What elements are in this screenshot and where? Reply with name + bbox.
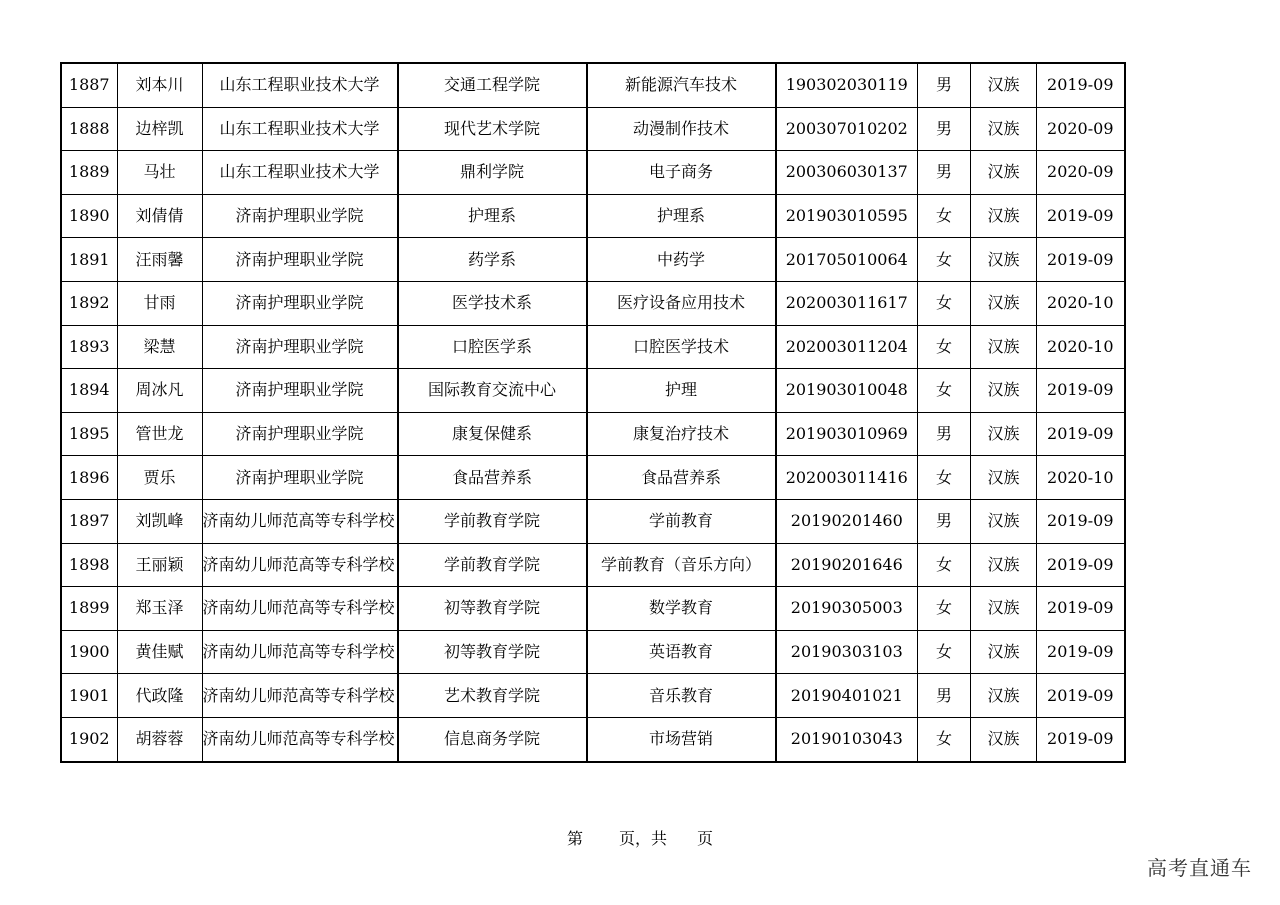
cell-gender: 女 bbox=[918, 369, 971, 413]
cell-name: 马壮 bbox=[117, 151, 202, 195]
cell-gender: 女 bbox=[918, 630, 971, 674]
cell-major: 学前教育（音乐方向） bbox=[587, 543, 776, 587]
table-row bbox=[61, 412, 1125, 456]
cell-major: 电子商务 bbox=[587, 151, 776, 195]
cell-student-id: 201903010048 bbox=[776, 369, 918, 413]
cell-no: 1896 bbox=[61, 456, 117, 500]
cell-enroll: 2020-09 bbox=[1037, 107, 1125, 151]
cell-college: 康复保健系 bbox=[398, 412, 587, 456]
table-row bbox=[61, 63, 1125, 107]
cell-college: 学前教育学院 bbox=[398, 543, 587, 587]
cell-no: 1887 bbox=[61, 63, 117, 107]
cell-gender: 女 bbox=[918, 325, 971, 369]
cell-school: 济南护理职业学院 bbox=[202, 456, 398, 500]
cell-school: 济南幼儿师范高等专科学校 bbox=[202, 587, 398, 631]
cell-enroll: 2020-10 bbox=[1037, 281, 1125, 325]
cell-college: 国际教育交流中心 bbox=[398, 369, 587, 413]
cell-no: 1899 bbox=[61, 587, 117, 631]
cell-major: 口腔医学技术 bbox=[587, 325, 776, 369]
cell-college: 鼎利学院 bbox=[398, 151, 587, 195]
cell-enroll: 2019-09 bbox=[1037, 543, 1125, 587]
cell-major: 数学教育 bbox=[587, 587, 776, 631]
cell-name: 梁慧 bbox=[117, 325, 202, 369]
cell-school: 济南幼儿师范高等专科学校 bbox=[202, 717, 398, 761]
cell-no: 1897 bbox=[61, 499, 117, 543]
student-roster-table bbox=[60, 62, 1126, 763]
cell-school: 济南幼儿师范高等专科学校 bbox=[202, 543, 398, 587]
table-row bbox=[61, 499, 1125, 543]
cell-name: 代政隆 bbox=[117, 674, 202, 718]
cell-student-id: 201903010969 bbox=[776, 412, 918, 456]
cell-student-id: 20190401021 bbox=[776, 674, 918, 718]
cell-name: 黄佳赋 bbox=[117, 630, 202, 674]
cell-gender: 男 bbox=[918, 151, 971, 195]
cell-gender: 男 bbox=[918, 63, 971, 107]
table-row bbox=[61, 456, 1125, 500]
cell-no: 1900 bbox=[61, 630, 117, 674]
page-middle: 页，共 bbox=[618, 829, 667, 848]
table-row bbox=[61, 587, 1125, 631]
cell-ethnicity: 汉族 bbox=[971, 107, 1037, 151]
cell-gender: 女 bbox=[918, 456, 971, 500]
cell-no: 1888 bbox=[61, 107, 117, 151]
cell-enroll: 2019-09 bbox=[1037, 630, 1125, 674]
cell-ethnicity: 汉族 bbox=[971, 63, 1037, 107]
cell-name: 刘本川 bbox=[117, 63, 202, 107]
cell-enroll: 2020-09 bbox=[1037, 151, 1125, 195]
cell-ethnicity: 汉族 bbox=[971, 543, 1037, 587]
cell-student-id: 202003011617 bbox=[776, 281, 918, 325]
cell-student-id: 201705010064 bbox=[776, 238, 918, 282]
cell-enroll: 2019-09 bbox=[1037, 194, 1125, 238]
cell-ethnicity: 汉族 bbox=[971, 630, 1037, 674]
cell-major: 护理 bbox=[587, 369, 776, 413]
cell-student-id: 20190201460 bbox=[776, 499, 918, 543]
cell-ethnicity: 汉族 bbox=[971, 456, 1037, 500]
cell-name: 胡蓉蓉 bbox=[117, 717, 202, 761]
cell-student-id: 201903010595 bbox=[776, 194, 918, 238]
table-row bbox=[61, 369, 1125, 413]
cell-gender: 男 bbox=[918, 107, 971, 151]
cell-school: 山东工程职业技术大学 bbox=[202, 63, 398, 107]
cell-gender: 女 bbox=[918, 281, 971, 325]
cell-name: 贾乐 bbox=[117, 456, 202, 500]
watermark: 高考直通车 bbox=[1147, 856, 1252, 880]
table-row bbox=[61, 238, 1125, 282]
page-prefix: 第 bbox=[566, 829, 583, 848]
cell-ethnicity: 汉族 bbox=[971, 281, 1037, 325]
cell-no: 1898 bbox=[61, 543, 117, 587]
cell-enroll: 2019-09 bbox=[1037, 717, 1125, 761]
cell-major: 学前教育 bbox=[587, 499, 776, 543]
cell-college: 交通工程学院 bbox=[398, 63, 587, 107]
table-row bbox=[61, 194, 1125, 238]
table-row bbox=[61, 674, 1125, 718]
table-row bbox=[61, 151, 1125, 195]
cell-school: 济南幼儿师范高等专科学校 bbox=[202, 630, 398, 674]
roster-body bbox=[61, 63, 1125, 762]
cell-name: 甘雨 bbox=[117, 281, 202, 325]
cell-gender: 女 bbox=[918, 587, 971, 631]
cell-student-id: 202003011204 bbox=[776, 325, 918, 369]
cell-no: 1902 bbox=[61, 717, 117, 761]
cell-name: 刘倩倩 bbox=[117, 194, 202, 238]
table-row bbox=[61, 107, 1125, 151]
cell-school: 济南护理职业学院 bbox=[202, 325, 398, 369]
cell-ethnicity: 汉族 bbox=[971, 499, 1037, 543]
cell-student-id: 200306030137 bbox=[776, 151, 918, 195]
page-footer bbox=[0, 826, 1280, 849]
cell-no: 1893 bbox=[61, 325, 117, 369]
cell-college: 艺术教育学院 bbox=[398, 674, 587, 718]
cell-gender: 女 bbox=[918, 543, 971, 587]
cell-college: 口腔医学系 bbox=[398, 325, 587, 369]
cell-major: 康复治疗技术 bbox=[587, 412, 776, 456]
cell-ethnicity: 汉族 bbox=[971, 369, 1037, 413]
cell-ethnicity: 汉族 bbox=[971, 674, 1037, 718]
cell-name: 刘凯峰 bbox=[117, 499, 202, 543]
cell-college: 护理系 bbox=[398, 194, 587, 238]
cell-college: 信息商务学院 bbox=[398, 717, 587, 761]
cell-college: 学前教育学院 bbox=[398, 499, 587, 543]
cell-school: 济南护理职业学院 bbox=[202, 369, 398, 413]
table-row bbox=[61, 717, 1125, 761]
cell-college: 医学技术系 bbox=[398, 281, 587, 325]
cell-name: 汪雨馨 bbox=[117, 238, 202, 282]
cell-name: 管世龙 bbox=[117, 412, 202, 456]
cell-major: 食品营养系 bbox=[587, 456, 776, 500]
cell-school: 济南幼儿师范高等专科学校 bbox=[202, 499, 398, 543]
cell-major: 市场营销 bbox=[587, 717, 776, 761]
cell-no: 1889 bbox=[61, 151, 117, 195]
cell-major: 护理系 bbox=[587, 194, 776, 238]
cell-student-id: 190302030119 bbox=[776, 63, 918, 107]
cell-name: 郑玉泽 bbox=[117, 587, 202, 631]
cell-ethnicity: 汉族 bbox=[971, 717, 1037, 761]
cell-school: 济南幼儿师范高等专科学校 bbox=[202, 674, 398, 718]
cell-college: 初等教育学院 bbox=[398, 587, 587, 631]
cell-no: 1894 bbox=[61, 369, 117, 413]
cell-enroll: 2019-09 bbox=[1037, 63, 1125, 107]
cell-gender: 女 bbox=[918, 194, 971, 238]
cell-no: 1891 bbox=[61, 238, 117, 282]
page-suffix: 页 bbox=[697, 829, 714, 848]
cell-student-id: 202003011416 bbox=[776, 456, 918, 500]
cell-gender: 女 bbox=[918, 717, 971, 761]
cell-ethnicity: 汉族 bbox=[971, 325, 1037, 369]
cell-ethnicity: 汉族 bbox=[971, 151, 1037, 195]
cell-school: 济南护理职业学院 bbox=[202, 412, 398, 456]
cell-college: 初等教育学院 bbox=[398, 630, 587, 674]
cell-college: 食品营养系 bbox=[398, 456, 587, 500]
table-row bbox=[61, 281, 1125, 325]
cell-no: 1895 bbox=[61, 412, 117, 456]
cell-gender: 男 bbox=[918, 674, 971, 718]
cell-no: 1890 bbox=[61, 194, 117, 238]
cell-enroll: 2019-09 bbox=[1037, 412, 1125, 456]
cell-student-id: 200307010202 bbox=[776, 107, 918, 151]
cell-student-id: 20190303103 bbox=[776, 630, 918, 674]
cell-enroll: 2019-09 bbox=[1037, 499, 1125, 543]
cell-name: 王丽颖 bbox=[117, 543, 202, 587]
cell-student-id: 20190305003 bbox=[776, 587, 918, 631]
cell-school: 山东工程职业技术大学 bbox=[202, 107, 398, 151]
cell-college: 现代艺术学院 bbox=[398, 107, 587, 151]
cell-name: 边梓凯 bbox=[117, 107, 202, 151]
cell-major: 英语教育 bbox=[587, 630, 776, 674]
cell-student-id: 20190201646 bbox=[776, 543, 918, 587]
cell-school: 济南护理职业学院 bbox=[202, 238, 398, 282]
cell-enroll: 2019-09 bbox=[1037, 369, 1125, 413]
cell-gender: 男 bbox=[918, 499, 971, 543]
cell-school: 济南护理职业学院 bbox=[202, 281, 398, 325]
cell-major: 医疗设备应用技术 bbox=[587, 281, 776, 325]
cell-school: 山东工程职业技术大学 bbox=[202, 151, 398, 195]
table-row bbox=[61, 543, 1125, 587]
table-row bbox=[61, 325, 1125, 369]
cell-major: 动漫制作技术 bbox=[587, 107, 776, 151]
cell-enroll: 2020-10 bbox=[1037, 325, 1125, 369]
cell-gender: 男 bbox=[918, 412, 971, 456]
cell-no: 1892 bbox=[61, 281, 117, 325]
cell-name: 周冰凡 bbox=[117, 369, 202, 413]
cell-major: 音乐教育 bbox=[587, 674, 776, 718]
cell-enroll: 2019-09 bbox=[1037, 238, 1125, 282]
cell-enroll: 2019-09 bbox=[1037, 587, 1125, 631]
cell-no: 1901 bbox=[61, 674, 117, 718]
cell-school: 济南护理职业学院 bbox=[202, 194, 398, 238]
cell-college: 药学系 bbox=[398, 238, 587, 282]
cell-ethnicity: 汉族 bbox=[971, 587, 1037, 631]
table-row bbox=[61, 630, 1125, 674]
cell-ethnicity: 汉族 bbox=[971, 238, 1037, 282]
cell-major: 新能源汽车技术 bbox=[587, 63, 776, 107]
cell-major: 中药学 bbox=[587, 238, 776, 282]
cell-ethnicity: 汉族 bbox=[971, 412, 1037, 456]
cell-student-id: 20190103043 bbox=[776, 717, 918, 761]
cell-gender: 女 bbox=[918, 238, 971, 282]
cell-ethnicity: 汉族 bbox=[971, 194, 1037, 238]
cell-enroll: 2019-09 bbox=[1037, 674, 1125, 718]
cell-enroll: 2020-10 bbox=[1037, 456, 1125, 500]
